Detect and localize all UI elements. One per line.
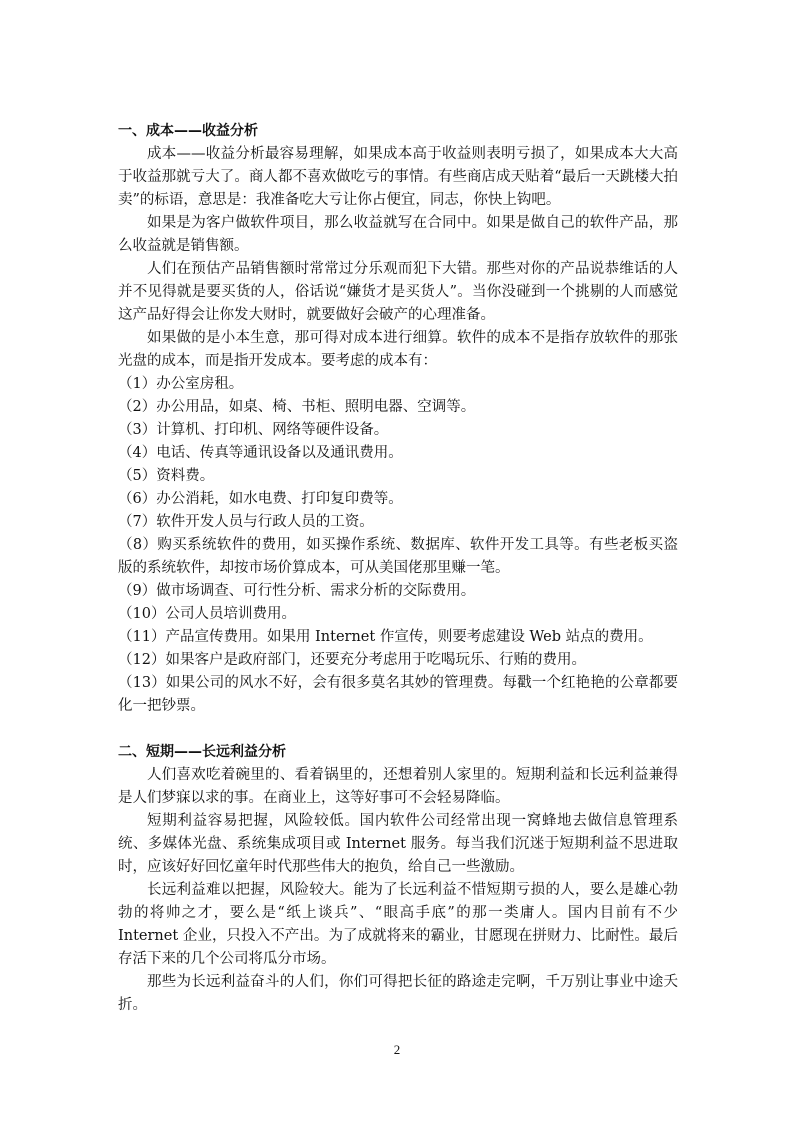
- section-1-paragraph-4: 如果做的是小本生意，那可得对成本进行细算。软件的成本不是指存放软件的那张光盘的成本，而是指开发成本。要考虑的成本有：: [118, 330, 678, 369]
- section-2-heading: 二、短期——长远利益分析: [118, 744, 286, 760]
- section-2-paragraph-2: 短期利益容易把握，风险较低。国内软件公司经常出现一窝蜂地去做信息管理系统、多媒体光盘、系统集成项目或 Internet 服务。每当我们沉迷于短期利益不思进取时，应该好好回忆童年时代那些伟大的抱负，给自己一些激励。: [118, 813, 678, 875]
- section-1-paragraph-2: 如果是为客户做软件项目，那么收益就写在合同中。如果是做自己的软件产品，那么收益就是销售额。: [118, 215, 678, 254]
- section-spacer: [118, 718, 678, 741]
- section-1-paragraph-3: 人们在预估产品销售额时常常过分乐观而犯下大错。那些对你的产品说恭维话的人并不见得就是要买货的人，俗话说“嫌货才是买货人”。当你没碰到一个挑剔的人而感觉这产品好得会让你发大财时，就要做好会破产的心理准备。: [118, 261, 678, 323]
- cost-item-11: （11）产品宣传费用。如果用 Internet 作宣传，则要考虑建设 Web 站点的费用。: [118, 629, 653, 645]
- cost-item-10: （10）公司人员培训费用。: [118, 606, 296, 622]
- cost-item-4: （4）电话、传真等通讯设备以及通讯费用。: [118, 445, 403, 461]
- cost-item-7: （7）软件开发人员与行政人员的工资。: [118, 514, 374, 530]
- section-1-paragraph-1: 成本——收益分析最容易理解，如果成本高于收益则表明亏损了，如果成本大大高于收益那就亏大了。商人都不喜欢做吃亏的事情。有些商店成天贴着“最后一天跳楼大拍卖”的标语，意思是：我准备吃大亏让你占便宜，同志，你快上钩吧。: [118, 146, 678, 208]
- section-2-paragraph-1: 人们喜欢吃着碗里的、看着锅里的，还想着别人家里的。短期利益和长远利益兼得是人们梦寐以求的事。在商业上，这等好事可不会轻易降临。: [118, 767, 678, 806]
- cost-item-2: （2）办公用品，如桌、椅、书柜、照明电器、空调等。: [118, 399, 476, 415]
- cost-item-8: （8）购买系统软件的费用，如买操作系统、数据库、软件开发工具等。有些老板买盗版的系统软件，却按市场价算成本，可从美国佬那里赚一笔。: [118, 537, 678, 576]
- document-body: [118, 120, 678, 1017]
- cost-item-1: （1）办公室房租。: [118, 376, 244, 392]
- cost-item-12: （12）如果客户是政府部门，还要充分考虑用于吃喝玩乐、行贿的费用。: [118, 652, 586, 668]
- section-2-paragraph-4: 那些为长远利益奋斗的人们，你们可得把长征的路途走完啊，千万别让事业中途夭折。: [118, 974, 678, 1013]
- cost-item-5: （5）资料费。: [118, 468, 215, 484]
- section-2-paragraph-3: 长远利益难以把握，风险较大。能为了长远利益不惜短期亏损的人，要么是雄心勃勃的将帅之才，要么是“纸上谈兵”、“眼高手底”的那一类庸人。国内目前有不少 Internet 企业，只投入不产出。为了成就将来的霸业，甘愿现在拼财力、比耐性。最后存活下来的几个公司将瓜分市场。: [118, 882, 678, 967]
- cost-item-3: （3）计算机、打印机、网络等硬件设备。: [118, 422, 389, 438]
- cost-item-6: （6）办公消耗，如水电费、打印复印费等。: [118, 491, 403, 507]
- page-number: 2: [393, 1042, 401, 1057]
- cost-item-13: （13）如果公司的风水不好，会有很多莫名其妙的管理费。每戳一个红艳艳的公章都要化一把钞票。: [118, 675, 678, 714]
- cost-item-9: （9）做市场调查、可行性分析、需求分析的交际费用。: [118, 583, 476, 599]
- section-1-heading: 一、成本——收益分析: [118, 123, 258, 139]
